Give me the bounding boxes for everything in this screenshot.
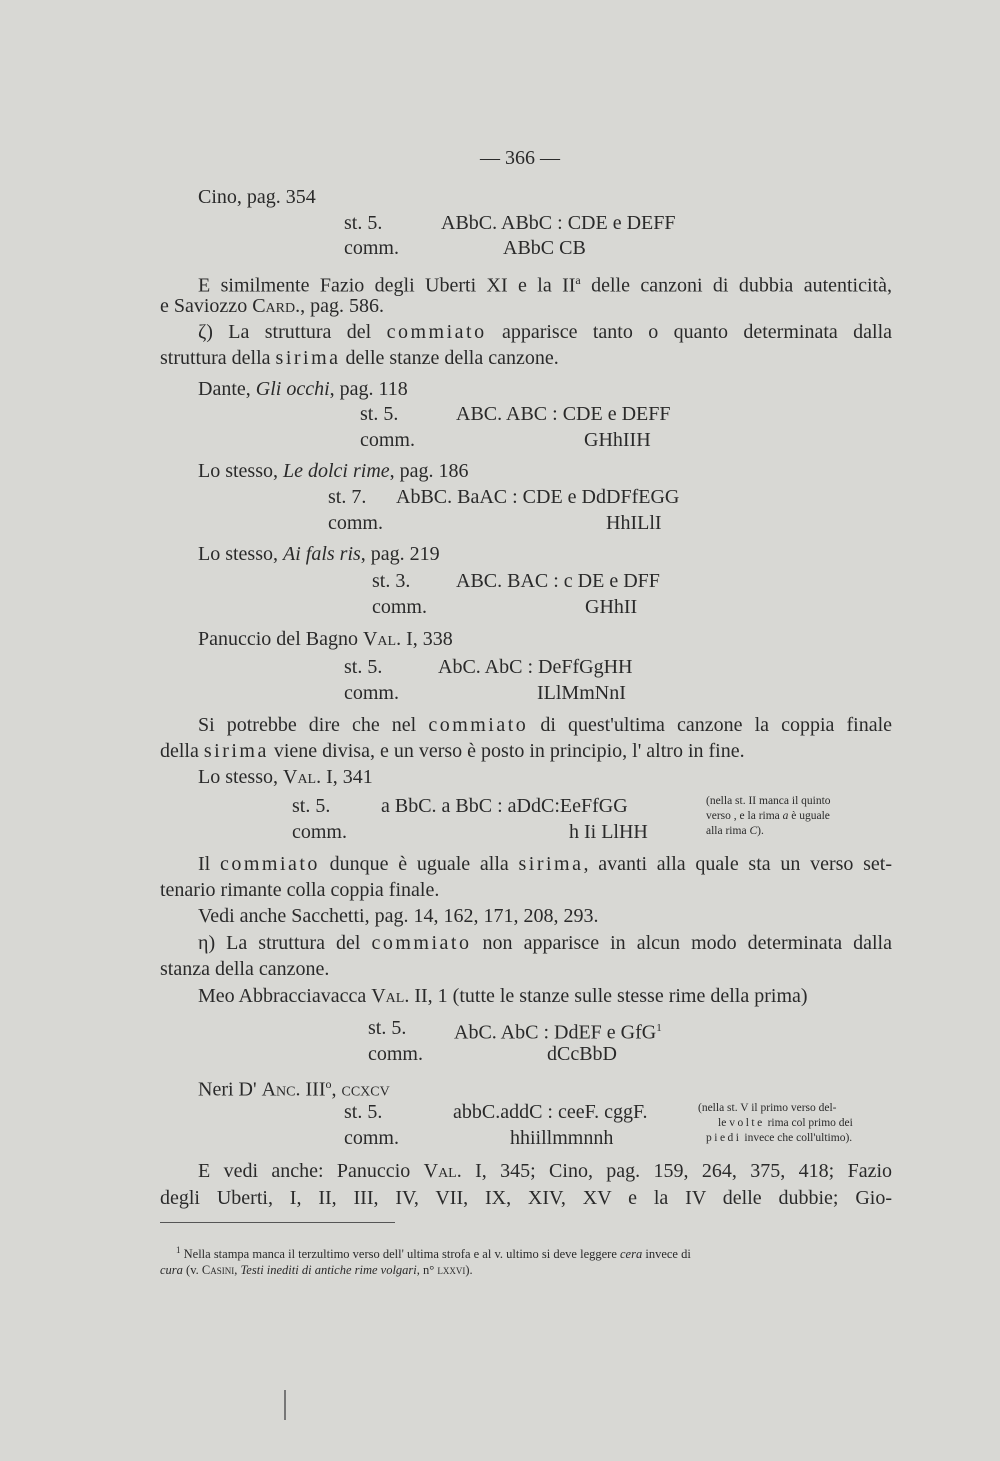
rhyme-scheme: ILlMmNnI [537,682,626,704]
paragraph-line: struttura della sirima delle stanze della canzone. [160,347,559,369]
rhyme-scheme: AbBC. BaAC : CDE e DdDFfEGG [396,486,680,508]
stanza-label: st. 5. [344,212,383,234]
commiato-label: comm. [292,821,347,843]
source-line: Dante, Gli occhi, pag. 118 [198,378,408,400]
margin-note: (nella st. V il primo verso del- [698,1102,837,1114]
footnote-line: $^1$ Nella stampa manca il terzultimo verso dell' ultima strofa e al v. ultimo si deve leggere cera invece di [176,1245,691,1262]
rhyme-scheme: AbC. AbC : DdEF e GfG$^1$ [454,1021,662,1044]
paragraph-line: stanza della canzone. [160,958,330,980]
paragraph-line: η) La struttura del commiato non apparisce in alcun modo determinata dalla [198,932,892,954]
commiato-label: comm. [344,1127,399,1149]
rhyme-scheme: a BbC. a BbC : aDdC:EeFfGG [381,795,628,817]
stanza-label: st. 3. [372,570,411,592]
footnote-rule [160,1222,395,1223]
margin-note: verso , e la rima a è uguale [706,810,830,822]
rhyme-scheme: ABbC CB [503,237,586,259]
stanza-label: st. 5. [292,795,331,817]
margin-note: le volte rima col primo dei [718,1117,853,1129]
rhyme-scheme: AbC. AbC : DeFfGgHH [438,656,633,678]
stanza-label: st. 5. [344,656,383,678]
source-line: Lo stesso, Ai fals ris, pag. 219 [198,543,440,565]
paragraph-line: E similmente Fazio degli Uberti XI e la $II^a$ delle canzoni di dubbia autenticità, [198,273,892,297]
source-line: Panuccio del Bagno Val. I, 338 [198,628,453,650]
commiato-label: comm. [372,596,427,618]
paragraph-line: e Saviozzo Card., pag. 586. [160,295,384,317]
rhyme-scheme: HhILlI [606,512,662,534]
stanza-label: st. 5. [344,1101,383,1123]
source-line: Neri D' Anc. III$^o$, ccxcv [198,1077,390,1101]
rhyme-scheme: h Ii LlHH [569,821,648,843]
source-line: Lo stesso, Le dolci rime, pag. 186 [198,460,469,482]
source-cino: Cino, pag. 354 [198,186,316,208]
paragraph-line: Si potrebbe dire che nel commiato di quest'ultima canzone la coppia finale [198,714,892,736]
paragraph-line: della sirima viene divisa, e un verso è posto in principio, l' altro in fine. [160,740,745,762]
source-line: Lo stesso, Val. I, 341 [198,766,373,788]
source-line: Meo Abbracciavacca Val. II, 1 (tutte le stanze sulle stesse rime della prima) [198,985,808,1007]
rhyme-scheme: ABC. BAC : c DE e DFF [456,570,660,592]
paragraph-line: degli Uberti, I, II, III, IV, VII, IX, XIV, XV e la IV delle dubbie; Gio- [160,1187,892,1209]
margin-note: alla rima C). [706,825,764,837]
paragraph-line: Vedi anche Sacchetti, pag. 14, 162, 171, 208, 293. [198,905,599,927]
commiato-label: comm. [368,1043,423,1065]
margin-note: (nella st. II manca il quinto [706,795,831,807]
commiato-label: comm. [328,512,383,534]
scan-mark [284,1390,286,1420]
rhyme-scheme: hhiillmmnnh [510,1127,614,1149]
paragraph-line: E vedi anche: Panuccio Val. I, 345; Cino, pag. 159, 264, 375, 418; Fazio [198,1160,893,1182]
paragraph-line: ζ) La struttura del commiato apparisce tanto o quanto determinata dalla [198,321,892,343]
rhyme-scheme: ABbC. ABbC : CDE e DEFF [441,212,676,234]
margin-note: piedi invece che coll'ultimo). [706,1132,853,1144]
page-number: — 366 — [480,147,560,169]
rhyme-scheme: ABC. ABC : CDE e DEFF [456,403,671,425]
stanza-label: st. 5. [360,403,399,425]
rhyme-scheme: GHhIIH [584,429,651,451]
rhyme-scheme: dCcBbD [547,1043,617,1065]
commiato-label: comm. [360,429,415,451]
paragraph-line: Il commiato dunque è uguale alla sirima, avanti alla quale sta un verso set- [198,853,892,875]
stanza-label: st. 5. [368,1017,407,1039]
rhyme-scheme: GHhII [585,596,638,618]
paragraph-line: tenario rimante colla coppia finale. [160,879,440,901]
commiato-label: comm. [344,237,399,259]
commiato-label: comm. [344,682,399,704]
rhyme-scheme: abbC.addC : ceeF. cggF. [453,1101,648,1123]
footnote-line: cura (v. Casini, Testi inediti di antiche rime volgari, n° lxxvi). [160,1263,473,1277]
stanza-label: st. 7. [328,486,367,508]
